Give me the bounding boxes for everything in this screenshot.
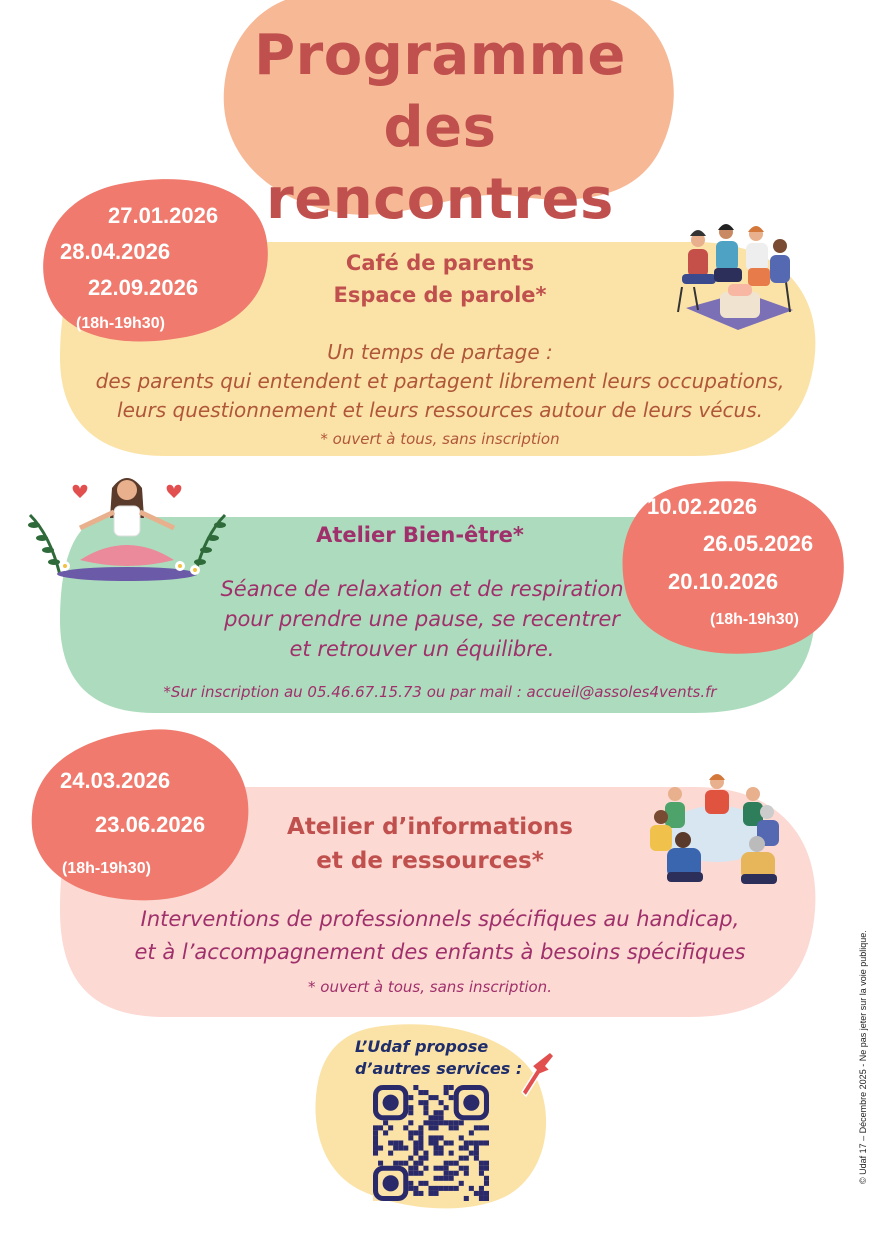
cafe-date-3: 22.09.2026: [88, 275, 199, 300]
title-line-1: Programme: [254, 23, 626, 88]
information-date-2: 23.06.2026: [95, 812, 206, 837]
cafe-description: [60, 338, 820, 425]
hand-pointer-icon: [520, 1048, 560, 1102]
round-table-meeting-icon: [645, 772, 790, 892]
footer-copyright: © Udaf 17 – Décembre 2025 - Ne pas jeter sur la voie publique.: [858, 930, 868, 1184]
group-discussion-icon: [668, 222, 798, 334]
information-desc-line-1: Interventions de professionnels spécifiques au handicap,: [140, 907, 740, 931]
information-description: [60, 903, 820, 969]
cafe-title-line-1: Café de parents: [345, 251, 535, 275]
bien-etre-desc-line-3: et retrouver un équilibre.: [289, 637, 555, 661]
qr-code-link[interactable]: [373, 1085, 489, 1201]
information-title-line-1: Atelier d’informations: [287, 814, 573, 840]
cafe-desc-line-1: Un temps de partage :: [327, 340, 553, 364]
bien-etre-note: *Sur inscription au 05.46.67.15.73 ou par mail : accueil@assoles4vents.fr: [163, 683, 717, 701]
information-note: * ouvert à tous, sans inscription.: [308, 978, 552, 996]
bien-etre-date-1: 10.02.2026: [647, 494, 758, 519]
title-line-2: des rencontres: [266, 95, 614, 232]
cafe-note: * ouvert à tous, sans inscription: [320, 430, 560, 448]
page-title: [215, 20, 665, 236]
cafe-desc-line-2: des parents qui entendent et partagent librement leurs occupations,: [95, 369, 785, 393]
meditation-icon: [20, 470, 235, 585]
information-title: [260, 810, 600, 878]
bien-etre-date-3: 20.10.2026: [668, 569, 779, 594]
cafe-title: [290, 247, 590, 311]
cafe-date-1: 27.01.2026: [108, 203, 219, 228]
bien-etre-description: [172, 574, 672, 664]
qr-code-icon: [373, 1085, 489, 1201]
bien-etre-title-line-1: Atelier Bien-être*: [316, 523, 524, 547]
information-desc-line-2: et à l’accompagnement des enfants à besoins spécifiques: [134, 940, 746, 964]
cafe-desc-line-3: leurs questionnement et leurs ressources autour de leurs vécus.: [117, 398, 763, 422]
cafe-date-2: 28.04.2026: [60, 239, 171, 264]
bien-etre-title: [270, 520, 570, 550]
information-title-line-2: et de ressources*: [316, 848, 544, 874]
udaf-text: [355, 1036, 525, 1080]
cafe-time: (18h-19h30): [76, 315, 165, 332]
udaf-line-2: d’autres services :: [355, 1059, 523, 1078]
bien-etre-desc-line-1: Séance de relaxation et de respiration: [220, 577, 624, 601]
udaf-line-1: L’Udaf propose: [355, 1037, 489, 1056]
cafe-title-line-2: Espace de parole*: [333, 283, 547, 307]
information-time: (18h-19h30): [62, 860, 151, 877]
information-date-1: 24.03.2026: [60, 768, 171, 793]
bien-etre-time: (18h-19h30): [710, 611, 799, 628]
bien-etre-date-2: 26.05.2026: [703, 531, 814, 556]
bien-etre-desc-line-2: pour prendre une pause, se recentrer: [224, 607, 620, 631]
